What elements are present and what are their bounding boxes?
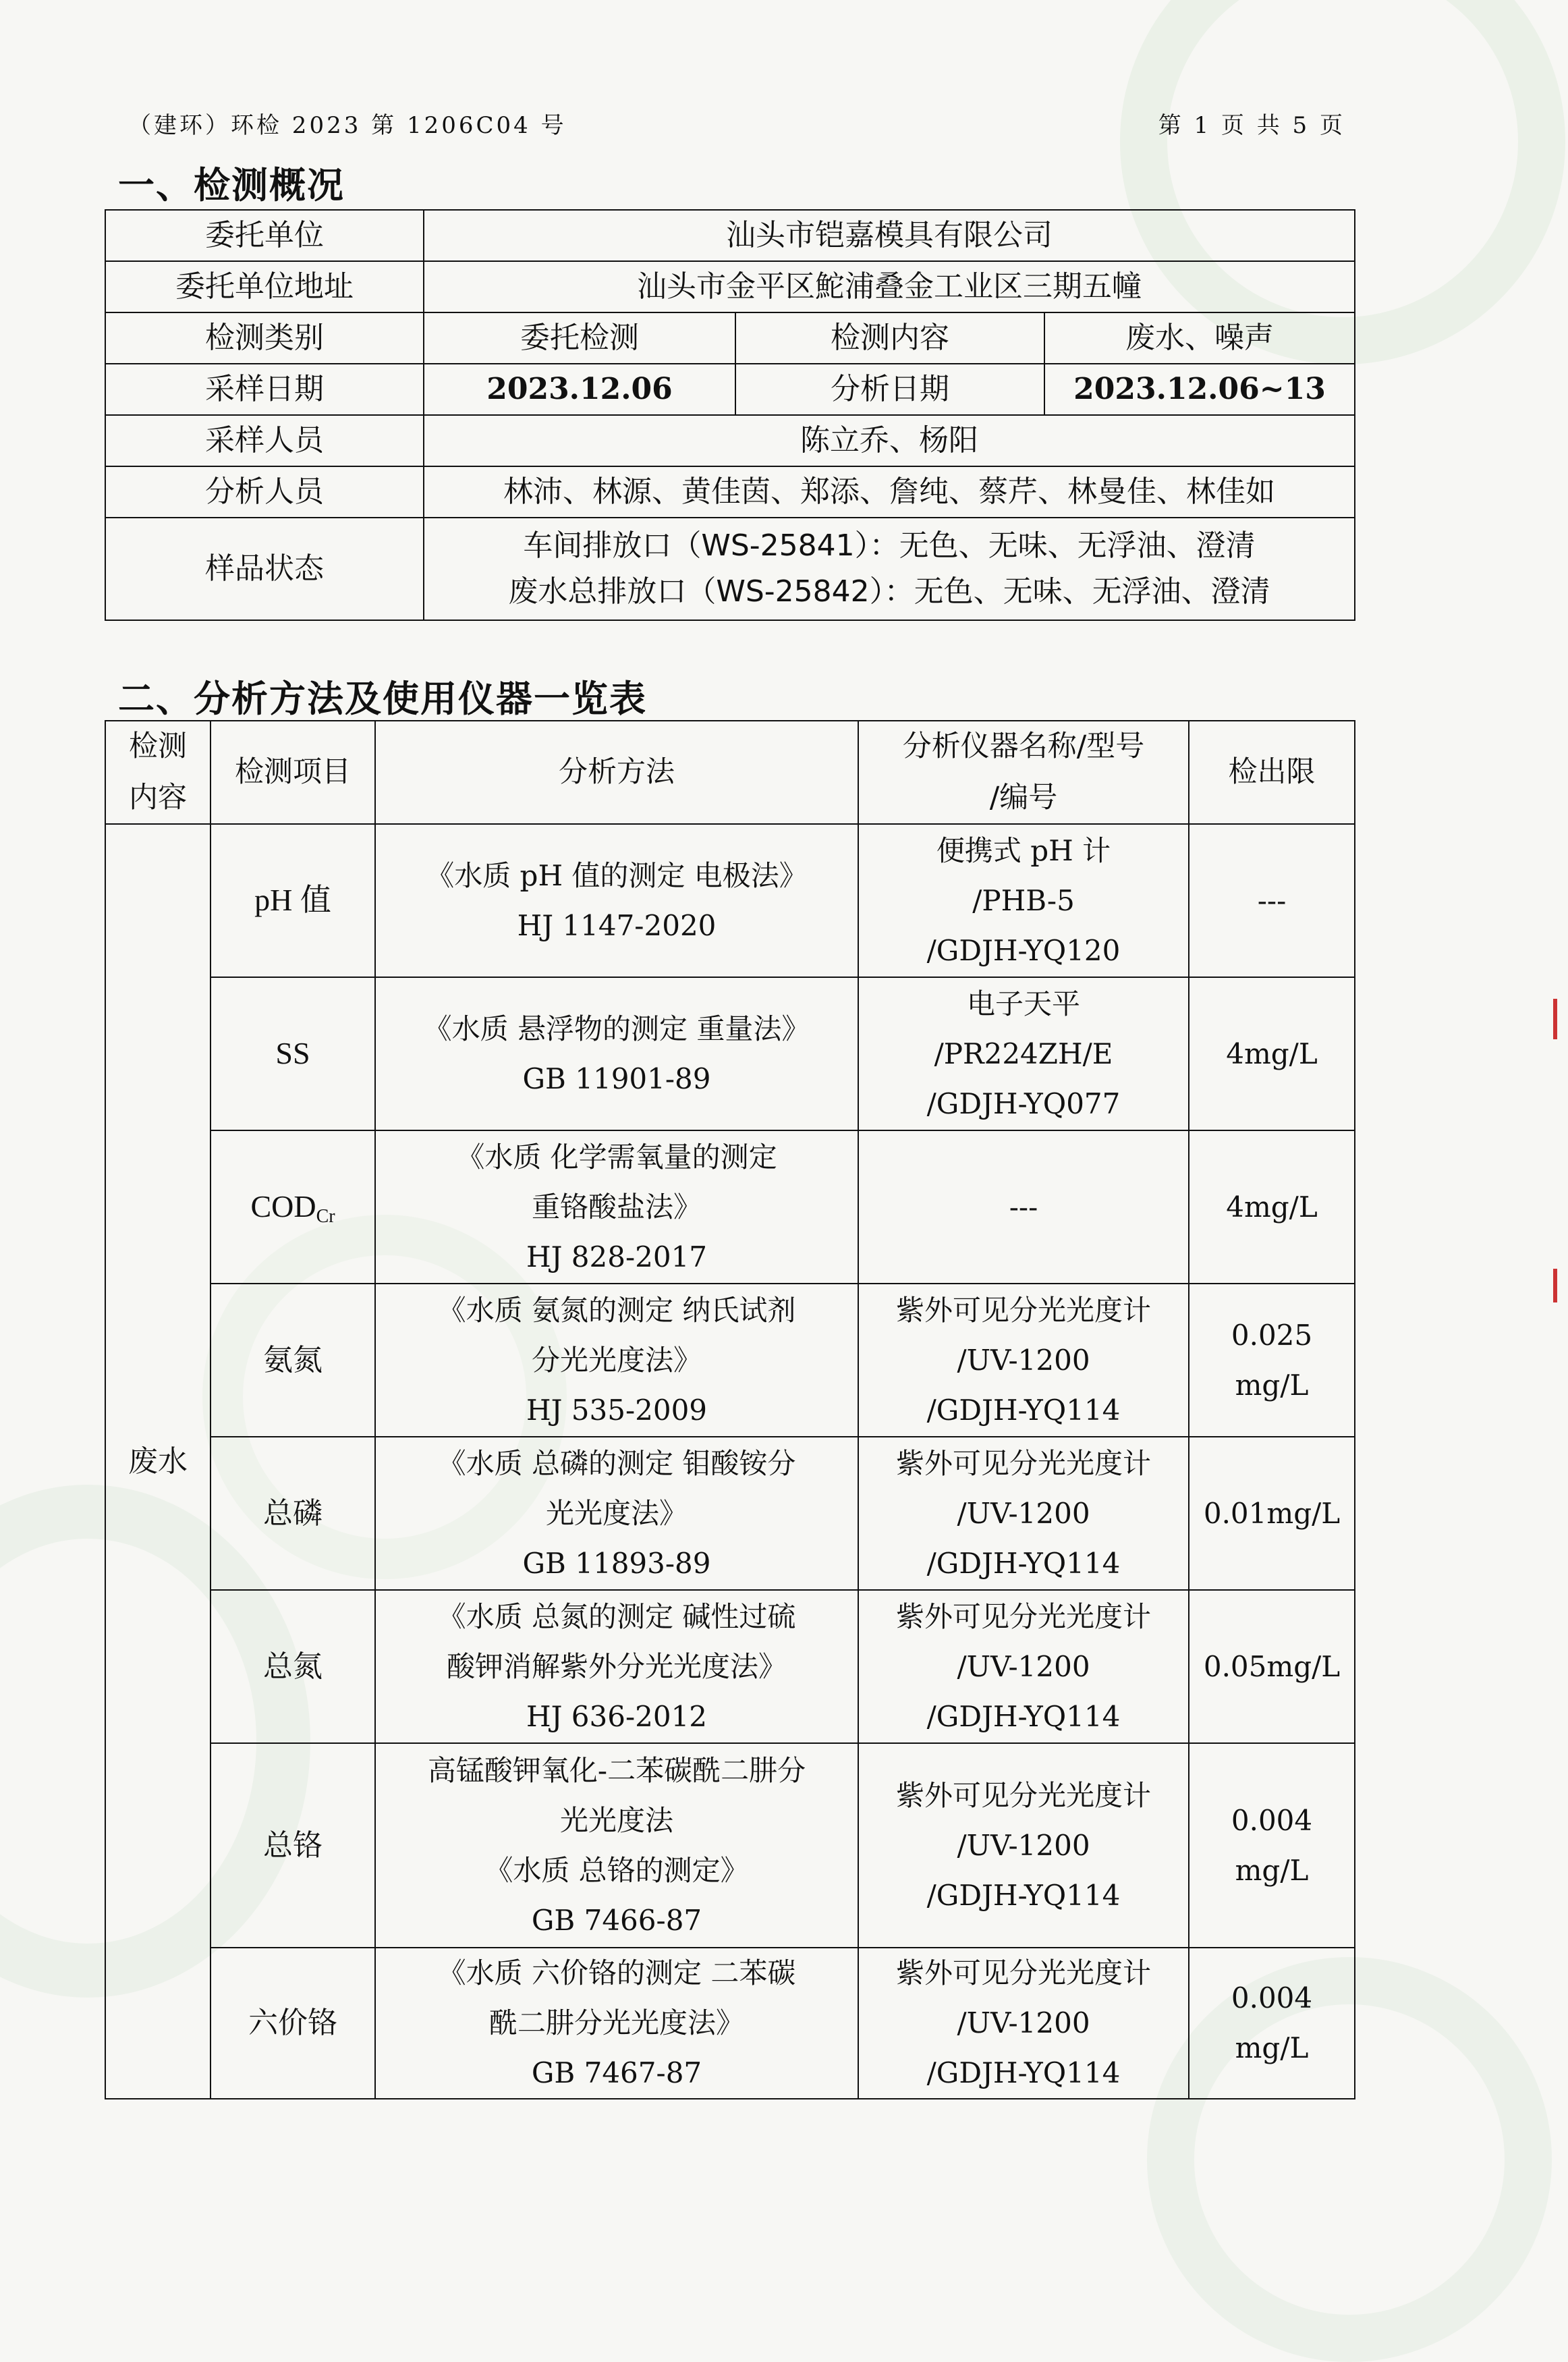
item-subscript: Cr [316, 1206, 335, 1228]
table-row [105, 1743, 1355, 1948]
table-row [105, 518, 1355, 620]
table-header-row [105, 721, 1355, 824]
instrument-cell: --- [858, 1130, 1189, 1284]
instrument-cell: 紫外可见分光光度计 /UV-1200 /GDJH-YQ114 [858, 1743, 1189, 1948]
analysis-date-label: 分析日期 [735, 364, 1044, 415]
page-header [128, 107, 1345, 140]
section1-title: 一、检测概况 [118, 164, 345, 207]
table-row [105, 1590, 1355, 1743]
methods-table [105, 720, 1355, 2099]
limit-cell: --- [1189, 824, 1355, 977]
address-label: 委托单位地址 [105, 261, 424, 312]
analysis-date-value: 2023.12.06~13 [1044, 364, 1355, 415]
header-content: 检测 内容 [105, 721, 211, 824]
limit-cell: 0.004 mg/L [1189, 1948, 1355, 2099]
table-row [105, 977, 1355, 1130]
header-item: 检测项目 [211, 721, 375, 824]
report-number: （建环）环检 2023 第 1206C04 号 [128, 112, 567, 139]
method-cell: 《水质 化学需氧量的测定 重铬酸盐法》 HJ 828-2017 [375, 1130, 858, 1284]
table-row [105, 1284, 1355, 1437]
item-cell: SS [211, 977, 375, 1130]
item-cell: 总铬 [211, 1743, 375, 1948]
instrument-cell: 紫外可见分光光度计 /UV-1200 /GDJH-YQ114 [858, 1948, 1189, 2099]
client-label: 委托单位 [105, 210, 424, 261]
samplers-value: 陈立乔、杨阳 [424, 415, 1355, 466]
table-row [105, 261, 1355, 312]
instrument-cell: 便携式 pH 计 /PHB-5 /GDJH-YQ120 [858, 824, 1189, 977]
table-row [105, 1130, 1355, 1284]
sample-state-line: 废水总排放口（WS-25842）：无色、无味、无浮油、澄清 [508, 574, 1270, 609]
section2-title: 二、分析方法及使用仪器一览表 [118, 678, 647, 720]
table-row [105, 415, 1355, 466]
item-cell: 总氮 [211, 1590, 375, 1743]
method-cell: 《水质 总磷的测定 钼酸铵分 光光度法》 GB 11893-89 [375, 1437, 858, 1590]
method-cell: 《水质 六价铬的测定 二苯碳 酰二肼分光光度法》 GB 7467-87 [375, 1948, 858, 2099]
limit-cell: 0.05mg/L [1189, 1590, 1355, 1743]
header-limit: 检出限 [1189, 721, 1355, 824]
item-cell: 六价铬 [211, 1948, 375, 2099]
sample-state-value [424, 518, 1355, 620]
item-cell: 总磷 [211, 1437, 375, 1590]
method-cell: 《水质 pH 值的测定 电极法》 HJ 1147-2020 [375, 824, 858, 977]
item-cell [211, 1130, 375, 1284]
limit-cell: 0.004 mg/L [1189, 1743, 1355, 1948]
table-row [105, 466, 1355, 518]
type-label: 检测类别 [105, 312, 424, 364]
table-row [105, 1437, 1355, 1590]
samplers-label: 采样人员 [105, 415, 424, 466]
type-value: 委托检测 [424, 312, 735, 364]
instrument-cell: 紫外可见分光光度计 /UV-1200 /GDJH-YQ114 [858, 1437, 1189, 1590]
instrument-cell: 电子天平 /PR224ZH/E /GDJH-YQ077 [858, 977, 1189, 1130]
instrument-cell: 紫外可见分光光度计 /UV-1200 /GDJH-YQ114 [858, 1590, 1189, 1743]
content-label: 检测内容 [735, 312, 1044, 364]
analysts-label: 分析人员 [105, 466, 424, 518]
item-main: COD [250, 1189, 316, 1224]
method-cell: 《水质 悬浮物的测定 重量法》 GB 11901-89 [375, 977, 858, 1130]
item-cell: pH 值 [211, 824, 375, 977]
analysts-value: 林沛、林源、黄佳茵、郑添、詹纯、蔡芹、林曼佳、林佳如 [424, 466, 1355, 518]
page-info: 第 1 页 共 5 页 [1158, 112, 1345, 139]
client-value: 汕头市铠嘉模具有限公司 [424, 210, 1355, 261]
header-instrument: 分析仪器名称/型号 /编号 [858, 721, 1189, 824]
sampling-date-label: 采样日期 [105, 364, 424, 415]
method-cell: 高锰酸钾氧化-二苯碳酰二肼分 光光度法 《水质 总铬的测定》 GB 7466-87 [375, 1743, 858, 1948]
sampling-date-value: 2023.12.06 [424, 364, 735, 415]
limit-cell: 4mg/L [1189, 977, 1355, 1130]
sample-state-line: 车间排放口（WS-25841）：无色、无味、无浮油、澄清 [523, 528, 1256, 563]
category-cell: 废水 [105, 824, 211, 2099]
overview-table [105, 209, 1355, 621]
sample-state-label: 样品状态 [105, 518, 424, 620]
item-cell: 氨氮 [211, 1284, 375, 1437]
table-row [105, 364, 1355, 415]
table-row [105, 824, 1355, 977]
header-method: 分析方法 [375, 721, 858, 824]
instrument-cell: 紫外可见分光光度计 /UV-1200 /GDJH-YQ114 [858, 1284, 1189, 1437]
address-value: 汕头市金平区鮀浦叠金工业区三期五幢 [424, 261, 1355, 312]
table-row [105, 312, 1355, 364]
method-cell: 《水质 总氮的测定 碱性过硫 酸钾消解紫外分光光度法》 HJ 636-2012 [375, 1590, 858, 1743]
limit-cell: 0.025 mg/L [1189, 1284, 1355, 1437]
stamp-edge-mark [1553, 999, 1557, 1039]
method-cell: 《水质 氨氮的测定 纳氏试剂 分光光度法》 HJ 535-2009 [375, 1284, 858, 1437]
stamp-edge-mark [1553, 1269, 1557, 1302]
table-row [105, 1948, 1355, 2099]
content-value: 废水、噪声 [1044, 312, 1355, 364]
limit-cell: 4mg/L [1189, 1130, 1355, 1284]
limit-cell: 0.01mg/L [1189, 1437, 1355, 1590]
table-row [105, 210, 1355, 261]
